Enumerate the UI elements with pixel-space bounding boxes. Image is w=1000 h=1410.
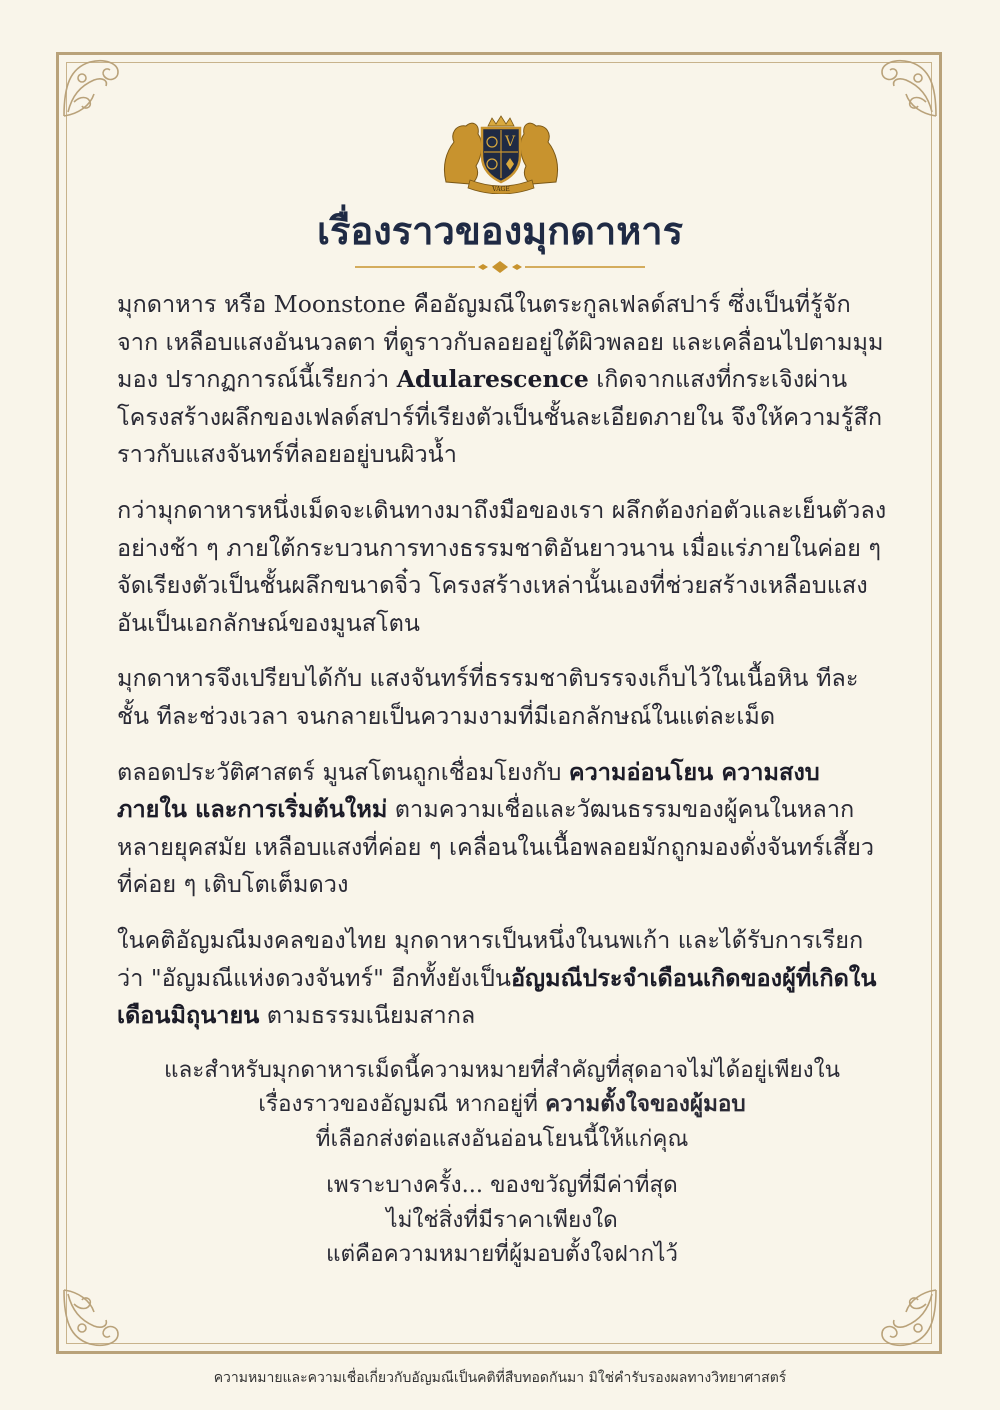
paragraph-1	[117, 286, 887, 474]
closing-block-2	[117, 1168, 887, 1272]
closing-1-line-3: ที่เลือกส่งต่อแสงอันอ่อนโยนนี้ให้แก่คุณ	[315, 1125, 689, 1152]
left-lion-icon	[444, 123, 481, 184]
page-title: เรื่องราวของมุกดาหาร	[316, 208, 684, 253]
paragraph-4-text-b: ตามความเชื่อและวัฒนธรรมของผู้คนในหลากหลายยุคสมัย เหลือบแสงที่ค่อย ๆ เคลื่อนในเนื้อพลอยมักถูกมองดั่งจันทร์เสี้ยวที่ค่อย ๆ เติบโตเต็มดวง	[117, 795, 875, 899]
closing-1-line-2-bold: ความตั้งใจของผู้มอบ	[545, 1091, 746, 1118]
closing-1-line-2-text: เรื่องราวของอัญมณี หากอยู่ที่	[258, 1091, 546, 1118]
ribbon-text: VAGE	[492, 186, 510, 193]
closing-2-line-1: เพราะบางครั้ง... ของขวัญที่มีค่าที่สุด	[326, 1172, 678, 1199]
paragraph-1-text-b: เกิดจากแสงที่กระเจิงผ่านโครงสร้างผลึกของเฟลด์สปาร์ที่เรียงตัวเป็นชั้นละเอียดภายใน จึงให้ความรู้สึกราวกับแสงจันทร์ที่ลอยอยู่บนผิวน้ำ	[117, 365, 883, 469]
closing-2-line-3: แต่คือความหมายที่ผู้มอบตั้งใจฝากไว้	[325, 1241, 679, 1268]
story-content	[117, 286, 887, 1284]
corner-ornament-bottom-left	[60, 1286, 124, 1350]
paragraph-2: กว่ามุกดาหารหนึ่งเม็ดจะเดินทางมาถึงมือของเรา ผลึกต้องก่อตัวและเย็นตัวลงอย่างช้า ๆ ภายใต้กระบวนการทางธรรมชาติอันยาวนาน เมื่อแร่ภายในค่อย ๆ จัดเรียงตัวเป็นชั้นผลึกขนาดจิ๋ว โครงสร้างเหล่านั้นเองที่ช่วยสร้างเหลือบแสงอันเป็นเอกลักษณ์ของมูนสโตน	[117, 495, 887, 637]
disclaimer-footnote: ความหมายและความเชื่อเกี่ยวกับอัญมณีเป็นคติที่สืบทอดกันมา มิใช่คำรับรองผลทางวิทยาศาสตร์	[213, 1370, 787, 1386]
corner-ornament-top-left	[60, 56, 124, 120]
crest-logo	[436, 112, 566, 194]
paragraph-5-bold: อัญมณีประจำเดือนเกิดของผู้ที่เกิดใน เดือนมิถุนายน	[117, 963, 877, 1030]
closing-1-line-1: และสำหรับมุกดาหารเม็ดนี้ความหมายที่สำคัญที่สุดอาจไม่ได้อยู่เพียงใน	[163, 1056, 841, 1083]
shield-letter: V	[504, 134, 516, 150]
paragraph-4-text-a: ตลอดประวัติศาสตร์ มูนสโตนถูกเชื่อมโยงกับ	[117, 757, 569, 786]
paragraph-3: มุกดาหารจึงเปรียบได้กับ แสงจันทร์ที่ธรรมชาติบรรจงเก็บไว้ในเนื้อหิน ทีละชั้น ทีละช่วงเวลา จนกลายเป็นความงามที่มีเอกลักษณ์ในแต่ละเม็ด	[117, 664, 859, 730]
corner-ornament-top-right	[876, 56, 940, 120]
closing-block-1	[117, 1053, 887, 1157]
paragraph-5-text-b: ตามธรรมเนียมสากล	[259, 1001, 476, 1030]
closing-2-line-2: ไม่ใช่สิ่งที่มีราคาเพียงใด	[386, 1206, 618, 1233]
paragraph-1-text-a: มุกดาหาร หรือ Moonstone คืออัญมณีในตระกูลเฟลด์สปาร์ ซึ่งเป็นที่รู้จักจาก เหลือบแสงอันนวลตา ที่ดูราวกับลอยอยู่ใต้ผิวพลอย และเคลื่อนไปตามมุมมอง ปรากฏการณ์นี้เรียกว่า	[117, 290, 884, 394]
paragraph-4	[117, 754, 887, 904]
corner-ornament-bottom-right	[876, 1286, 940, 1350]
title-divider	[355, 260, 645, 274]
right-lion-icon	[520, 123, 557, 184]
crown-icon	[488, 116, 514, 126]
paragraph-1-bold: Adularescence	[396, 365, 589, 394]
paragraph-5	[117, 922, 887, 1035]
paragraph-5-text-a: ในคติอัญมณีมงคลของไทย มุกดาหารเป็นหนึ่งในนพเก้า และได้รับการเรียกว่า "อัญมณีแห่งดวงจันทร์" อีกทั้งยังเป็น	[117, 925, 864, 992]
paragraph-4-bold: ความอ่อนโยน ความสงบภายใน และการเริ่มต้นใหม่	[117, 757, 820, 824]
